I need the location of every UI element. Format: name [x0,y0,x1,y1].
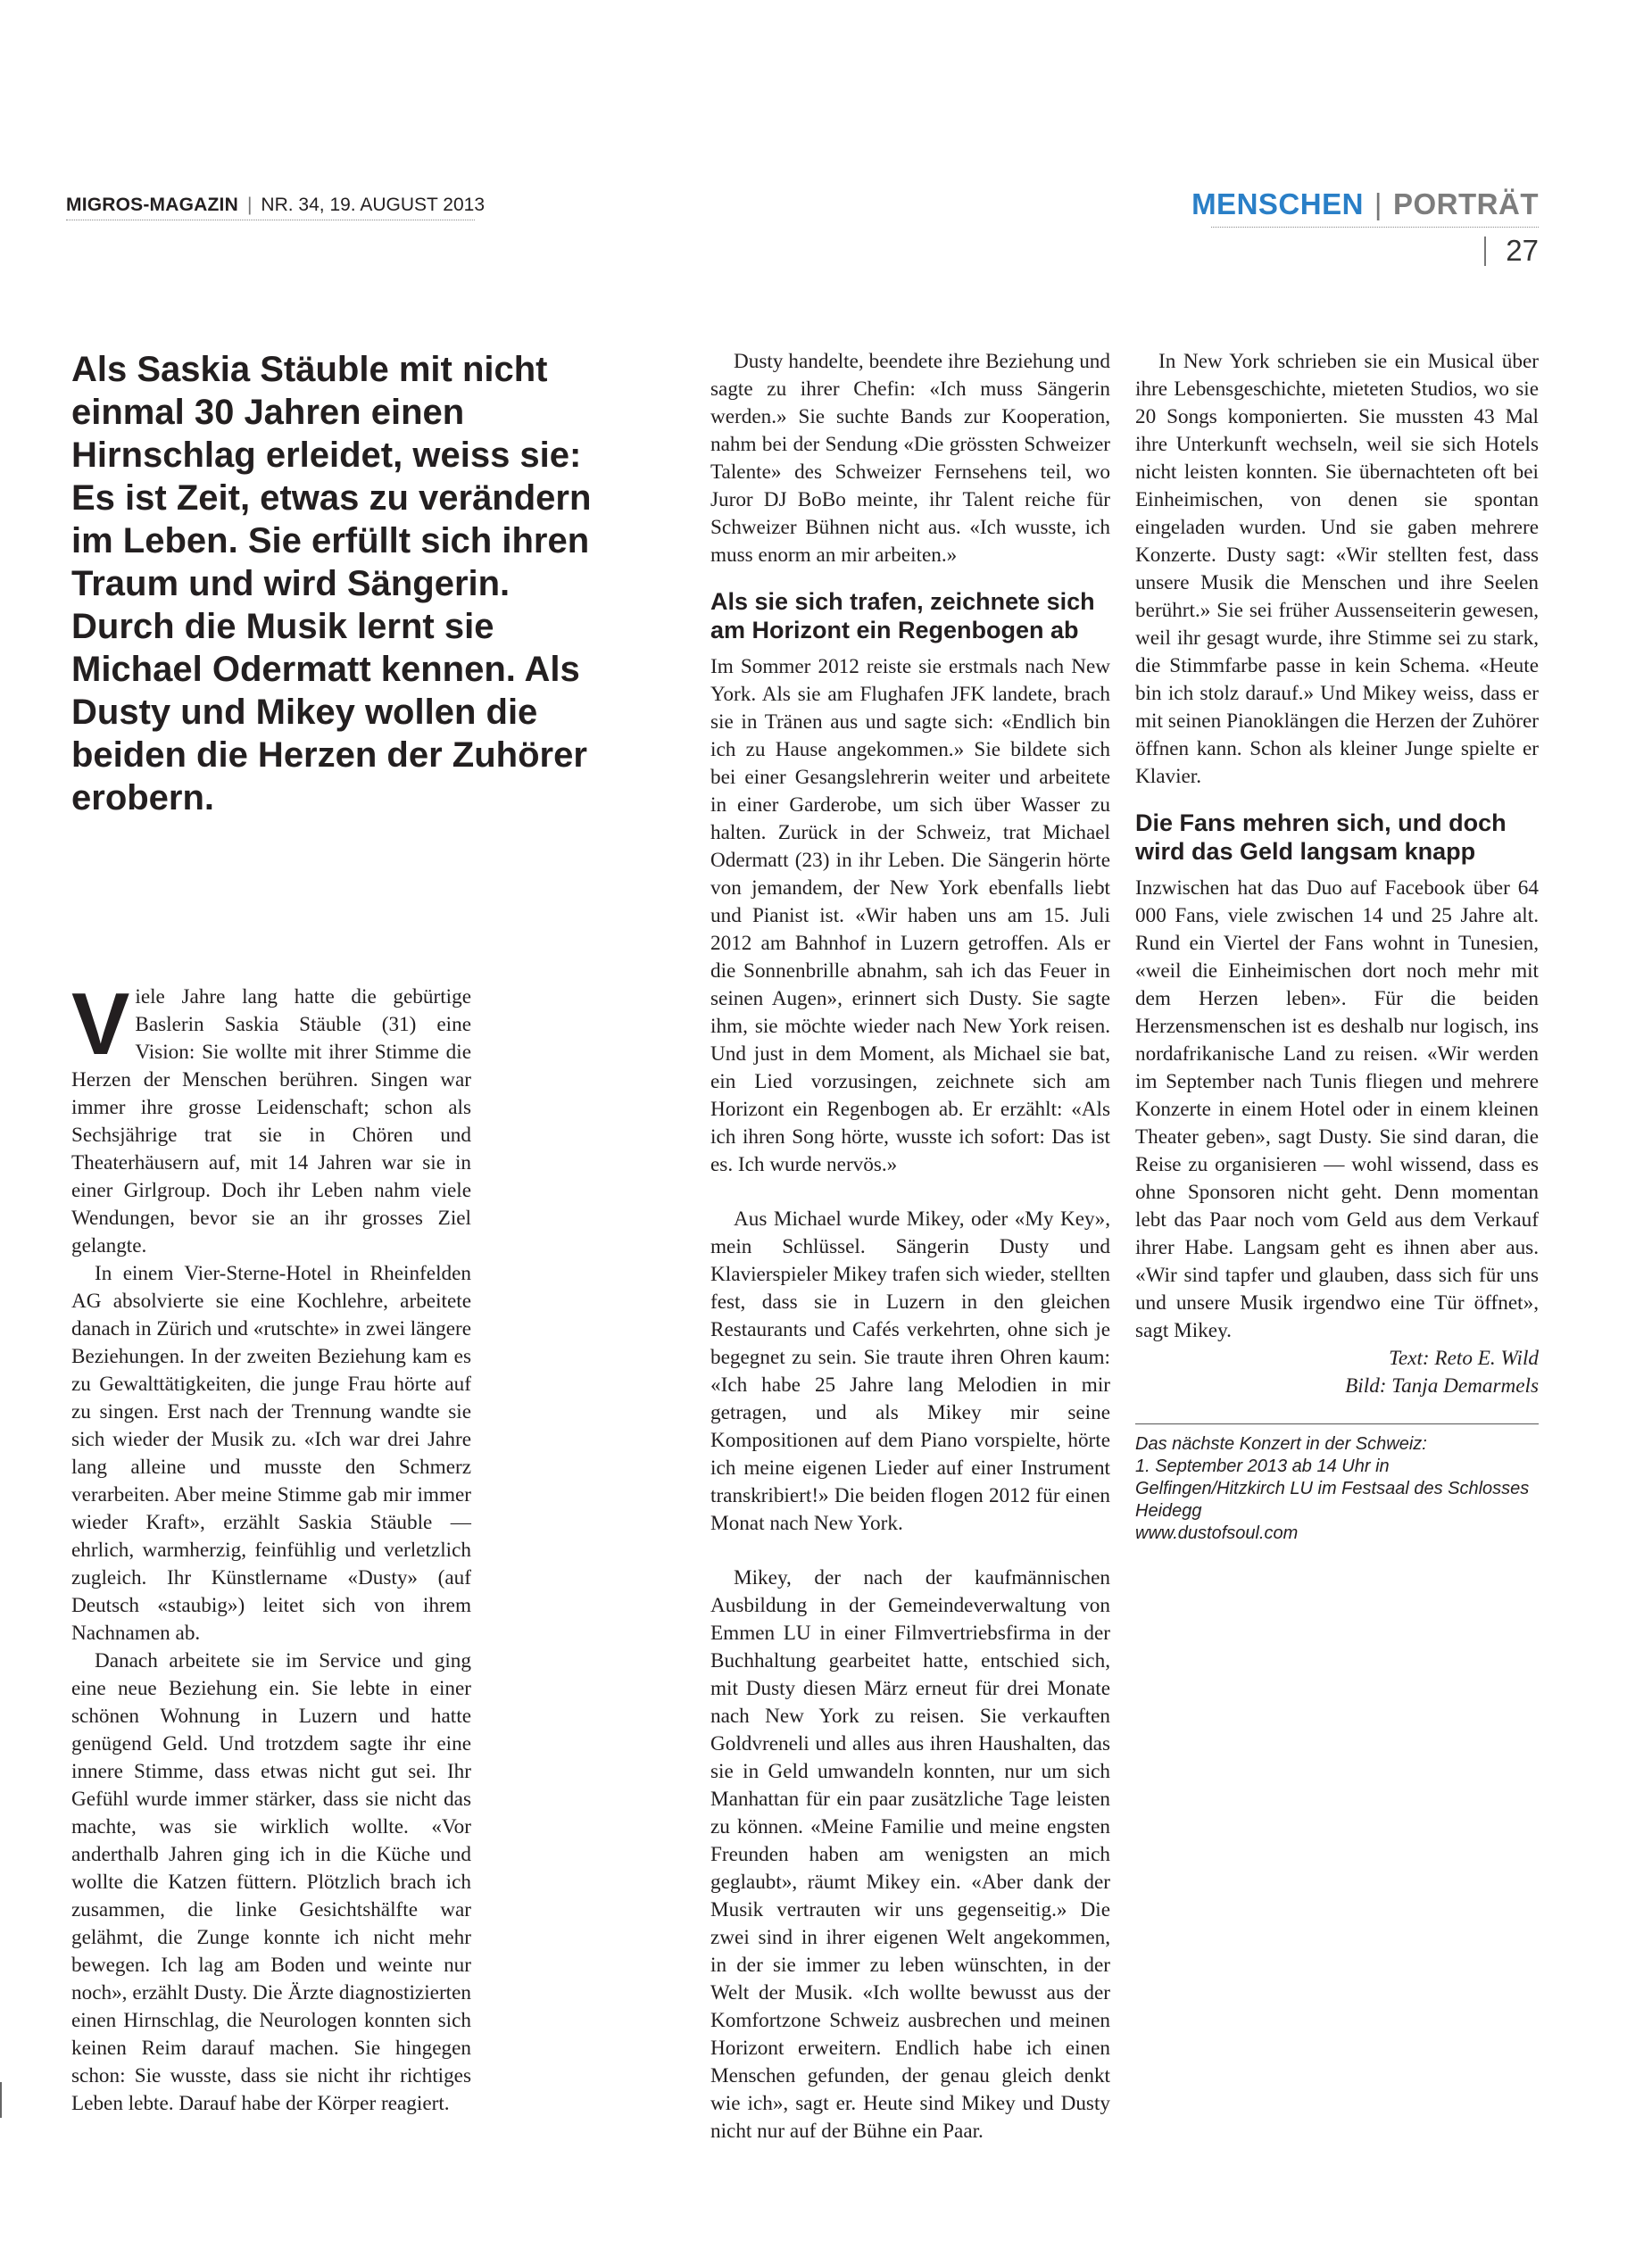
subheading: Die Fans mehren sich, und doch wird das Geld langsam knapp [1135,809,1507,865]
header-rule-right [1211,227,1539,228]
page-number-bar [1484,237,1486,266]
running-header-right [1191,187,1539,221]
article-paragraph: In einem Vier-Sterne-Hotel in Rheinfelden AG absolvierte sie eine Kochlehre, arbeitete danach in Zürich und «rutschte» in zwei längere Beziehungen. In der zweiten Beziehung kam es zu Gewalttätigkeiten, die junge Frau hörte auf zu singen. Erst nach der Trennung wandte sie sich wieder der Musik zu. «Ich war drei Jahre lang alleine und musste den Schmerz verarbeiten. Aber meine Stimme gab mir immer wieder Kraft», erzählt Saskia Stäuble — ehrlich, warmherzig, feinfühlig und verletzlich zugleich. Ihr Künstlername «Dusty» (auf Deutsch «staubig») leitet sich von ihrem Nachnamen ab. [71,1262,471,1645]
article-paragraph: Danach arbeitete sie im Service und ging eine neue Beziehung ein. Sie lebte in einer schönen Wohnung in Luzern und hatte genügend Geld. Und trotzdem sagte ihr eine innere Stimme, dass etwas nicht gut sei. Ihr Gefühl wurde immer stärker, dass sie nicht das machte, was sie wirklich wollte. «Vor anderthalb Jahren ging ich in die Küche und wollte die Katzen füttern. Plötzlich brach ich zusammen, die linke Gesichtshälfte war gelähmt, die Zunge konnte ich nicht mehr bewegen. Ich lag am Boden und weinte nur noch», erzählt Dusty. Die Ärzte diagnostizierten einen Hirnschlag, die Neurologen konnten sich keinen Reim darauf machen. Sie hingegen schon: Sie wusste, dass sie nicht ihr richtiges Leben lebte. Darauf habe der Körper reagiert. [71,1649,471,2115]
issue-info: NR. 34, 19. AUGUST 2013 [261,195,485,215]
article-paragraph: Aus Michael wurde Mikey, oder «My Key», mein Schlüssel. Sängerin Dusty und Klavierspieler Mikey trafen sich wieder, stellten fest, dass sie in Luzern in den gleichen Restaurants und Cafés verkehrten, ohne sich je begegnet zu sein. Sie traute ihren Ohren kaum: «Ich habe 25 Jahre lang Melodien in mir getragen, und als Mikey mir seine Kompositionen auf dem Piano vorspielte, hörte ich meine eigenen Lieder auf einer Instrument transkribiert!» Die beiden flogen 2012 für einen Monat nach New York. [710,1207,1110,1535]
running-header-left [66,195,485,216]
magazine-name: MIGROS-MAGAZIN [66,195,238,215]
infobox-details: 1. September 2013 ab 14 Uhr in Gelfingen/Hitzkirch LU im Festsaal des Schlosses Heidegg [1135,1456,1530,1521]
author-credit: Text: Reto E. Wild [1389,1347,1539,1370]
section-label: MENSCHEN [1191,187,1364,220]
paragraph-text: iele Jahre lang hatte die gebürtige Baslerin Saskia Stäuble (31) eine Vision: Sie wollte mit ihrer Stimme die Herzen der Menschen berühren. Singen war immer ihre grosse Leidenschaft; schon als Sechsjährige trat sie in Chören und Theaterhäusern auf, mit 14 Jahren war sie in einer Girlgroup. Doch ihr Leben nahm viele Wendungen, bevor sie an ihr grosses Ziel gelangte. [71,985,471,1257]
subheading: Als sie sich trafen, zeichnete sich am Horizont ein Regenbogen ab [710,588,1095,643]
infobox-rule [1135,1423,1539,1424]
page-number [1484,234,1539,268]
header-separator: | [246,195,253,215]
website-link[interactable]: www.dustofsoul.com [1135,1523,1299,1543]
article-paragraph: Dusty handelte, beendete ihre Beziehung und sagte zu ihrer Chefin: «Ich muss Sängerin werden.» Sie suchte Bands zur Kooperation, nahm bei der Sendung «Die grössten Schweizer Talente» des Schweizer Fernsehens teil, wo Juror DJ BoBo meinte, ihr Talent reiche für Schweizer Bühnen nicht aus. «Ich wusste, ich muss enorm an mir arbeiten.» [710,350,1110,567]
section-separator: | [1374,187,1382,220]
article-paragraph: Mikey, der nach der kaufmännischen Ausbildung in der Gemeindeverwaltung von Emmen LU in einer Filmvertriebsfirma in der Buchhaltung gearbeitet hatte, entschied sich, mit Dusty diesen März erneut für drei Monate nach New York zu reisen. Sie verkauften Goldvreneli und alles aus ihren Haushalten, das sie in Geld umwandeln konnten, nur um sich Manhattan für ein paar zusätzliche Tage leisten zu können. «Meine Familie und meine engsten Freunden haben am wenigsten an mich geglaubt», räumt Mikey ein. «Aber dank der Musik vertrauten wir uns gegenseitig.» Die zwei sind in ihrer eigenen Welt angekommen, in der sie immer zu leben wünschten, in der Welt der Musik. «Ich wollte bewusst aus der Komfortzone Schweiz ausbrechen und meinen Horizont erweitern. Endlich habe ich einen Menschen gefunden, der genau gleich denkt wie ich», sagt er. Heute sind Mikey und Dusty nicht nur auf der Bühne ein Paar. [710,1566,1110,2143]
article-paragraph: Inzwischen hat das Duo auf Facebook über 64 000 Fans, viele zwischen 14 und 25 Jahre alt. Rund ein Viertel der Fans wohnt in Tunesien, «weil die Einheimischen dort noch mehr mit dem Herzen leben». Für die beiden Herzensmenschen ist es deshalb nur logisch, ins nordafrikanische Land zu reisen. «Wir werden im September nach Tunis fliegen und mehrere Konzerte in einem Hotel oder in einem kleinen Theater geben», sagt Dusty. Sie sind daran, die Reise zu organisieren — wohl wissend, dass es ohne Sponsoren nicht geht. Denn momentan lebt das Paar noch vom Geld aus dem Verkauf ihrer Habe. Langsam geht es ihnen aber aus. «Wir sind tapfer und glauben, dass sich für uns und unsere Musik irgendwo eine Tür öffnet», sagt Mikey. [1135,876,1539,1342]
article-column-1 [71,975,471,2118]
concert-infobox [1135,1433,1539,1545]
article-paragraph: Im Sommer 2012 reiste sie erstmals nach New York. Als sie am Flughafen JFK landete, brach sie in Tränen aus und sagte sich: «Endlich bin ich zu Hause angekommen.» Sie bildete sich bei einer Gesangslehrerin weiter und arbeitete in einer Garderobe, um sich über Wasser zu halten. Zurück in der Schweiz, trat Michael Odermatt (23) in ihr Leben. Die Sängerin hörte von jemandem, der New York ebenfalls liebt und Pianist ist. «Wir haben uns am 15. Juli 2012 am Bahnhof in Luzern getroffen. Als er die Sonnenbrille abnahm, sah ich das Feuer in seinen Augen», erinnert sich Dusty. Sie sagte ihm, sie möchte wieder nach New York reisen. Und just in dem Moment, als Michael sie bat, ein Lied vorzusingen, zeichnete sich am Horizont ein Regenbogen ab. Er erzählt: «Als ich ihren Song hörte, wusste ich sofort: Das ist es. Ich wurde nervös.» [710,655,1110,1176]
page-number-text: 27 [1506,234,1539,267]
article-column-2 [710,348,1110,2145]
article-column-3 [1135,348,1539,1545]
article-paragraph: In New York schrieben sie ein Musical über ihre Lebensgeschichte, mieteten Studios, wo sie 20 Songs komponierten. Sie mussten 43 Mal ihre Unterkunft wechseln, weil sie sich Hotels nicht leisten konnten. Sie übernachteten oft bei Einheimischen, von denen sie spontan eingeladen wurden. Und sie gaben mehrere Konzerte. Dusty sagt: «Wir stellten fest, dass unsere Musik die Menschen und ihre Seelen berührt.» Sie sei früher Aussenseiterin gewesen, weil ihr gesagt wurde, ihre Stimme sei zu stark, die Stimmfarbe passe in kein Schema. «Heute bin ich stolz darauf.» Und Mikey weiss, dass er mit seinen Pianoklängen die Herzen der Zuhörer öffnen kann. Schon als kleiner Junge spielte er Klavier. [1135,350,1539,788]
article-paragraph [71,975,471,1260]
infobox-title: Das nächste Konzert in der Schweiz: [1135,1434,1427,1454]
drop-cap: V [71,975,130,1073]
margin-mark [0,2082,2,2118]
subsection-label: PORTRÄT [1393,187,1539,220]
lead-paragraph: Als Saskia Stäuble mit nicht einmal 30 Jahren einen Hirnschlag erleidet, weiss sie: Es ist Zeit, etwas zu verändern im Leben. Sie erfüllt sich ihren Traum und wird Sängerin. Durch die Musik lernt sie Michael Odermatt kennen. Als Dusty und Mikey wollen die beiden die Herzen der Zuhörer erobern. [71,350,592,817]
photo-credit: Bild: Tanja Demarmels [1345,1374,1539,1398]
